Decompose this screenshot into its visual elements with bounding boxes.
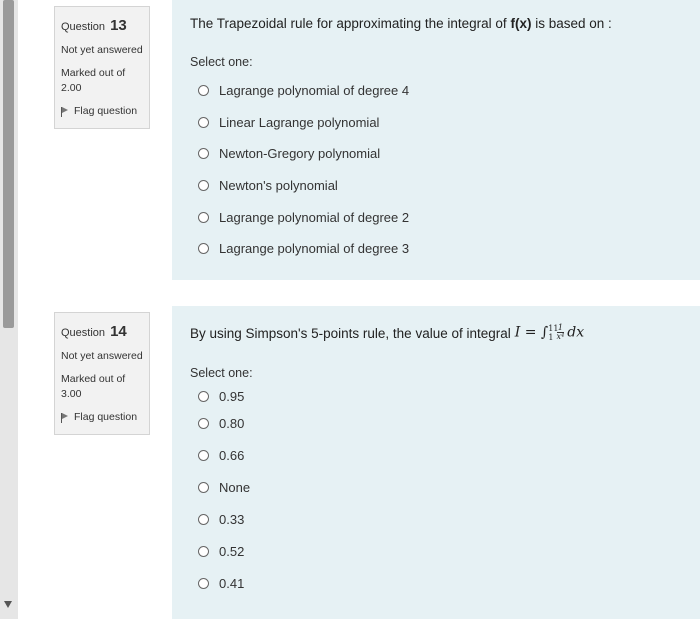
radio-button[interactable] xyxy=(198,148,209,159)
question-text-tail: is based on : xyxy=(535,16,612,31)
answer-label: 0.95 xyxy=(219,388,245,404)
question-marks: Marked out of 2.00 xyxy=(61,66,126,95)
radio-button[interactable] xyxy=(198,482,209,493)
answer-option[interactable] xyxy=(198,503,682,535)
scrollbar-thumb[interactable] xyxy=(3,0,14,328)
answer-option[interactable] xyxy=(198,233,682,265)
answer-label: Lagrange polynomial of degree 2 xyxy=(219,209,410,225)
question-number-value: 14 xyxy=(110,323,127,340)
radio-button[interactable] xyxy=(198,418,209,429)
answer-option[interactable] xyxy=(198,567,682,599)
question-state: Not yet answered xyxy=(61,349,143,362)
question-text-fx: f(x) xyxy=(510,16,532,31)
integral-upper-limit: 11 xyxy=(548,324,559,333)
answer-label: Lagrange polynomial of degree 3 xyxy=(219,241,410,257)
integral-lower-limit: 1 xyxy=(548,333,554,343)
question-text-main: By using Simpson's 5-points rule, the value of integral xyxy=(190,325,511,341)
answer-label: None xyxy=(219,479,251,495)
radio-button[interactable] xyxy=(198,578,209,589)
vertical-scrollbar[interactable] xyxy=(0,0,18,619)
question-text-main: The Trapezoidal rule for approximating the integral of xyxy=(190,16,507,31)
flag-question-button[interactable] xyxy=(61,410,143,425)
integral-expression xyxy=(515,324,584,342)
answer-label: Newton's polynomial xyxy=(219,178,338,194)
answer-option[interactable] xyxy=(198,107,682,139)
answer-option[interactable] xyxy=(198,138,682,170)
answer-option[interactable] xyxy=(198,201,682,233)
question-number-label: Question xyxy=(61,327,106,339)
integral-lhs: I = ∫ xyxy=(514,324,549,341)
radio-button[interactable] xyxy=(198,514,209,525)
radio-button[interactable] xyxy=(198,391,209,402)
answer-option[interactable] xyxy=(198,384,682,408)
radio-button[interactable] xyxy=(198,243,209,254)
radio-button[interactable] xyxy=(198,212,209,223)
question-number-value: 13 xyxy=(110,17,127,34)
integral-dx: dx xyxy=(567,324,585,341)
question-14-info xyxy=(54,312,150,435)
answer-label: Lagrange polynomial of degree 4 xyxy=(219,83,410,99)
flag-question-label: Flag question xyxy=(74,105,138,118)
radio-button[interactable] xyxy=(198,85,209,96)
flag-icon xyxy=(61,107,69,117)
radio-button[interactable] xyxy=(198,450,209,461)
flag-question-button[interactable] xyxy=(61,104,143,119)
question-text xyxy=(190,0,682,31)
radio-button[interactable] xyxy=(198,180,209,191)
answer-list xyxy=(198,75,682,265)
question-marks: Marked out of 3.00 xyxy=(61,372,126,401)
flag-icon xyxy=(61,413,69,423)
answer-label: 0.33 xyxy=(219,511,245,527)
scroll-down-arrow-icon[interactable] xyxy=(4,601,12,608)
fraction-numerator: 1 xyxy=(557,323,563,333)
answer-label: 0.80 xyxy=(219,416,245,432)
answer-label: 0.52 xyxy=(219,543,245,559)
answer-option[interactable] xyxy=(198,439,682,471)
question-14-content xyxy=(172,306,700,619)
answer-option[interactable] xyxy=(198,471,682,503)
flag-question-label: Flag question xyxy=(74,411,138,424)
answer-label: Linear Lagrange polynomial xyxy=(219,114,380,130)
answer-label: 0.41 xyxy=(219,575,245,591)
answer-option[interactable] xyxy=(198,170,682,202)
question-13-content xyxy=(172,0,700,280)
answer-label: Newton-Gregory polynomial xyxy=(219,146,381,162)
radio-button[interactable] xyxy=(198,117,209,128)
select-one-label: Select one: xyxy=(190,55,253,69)
fraction-denominator: x⁴ xyxy=(556,332,565,342)
question-13-info xyxy=(54,6,150,129)
question-state: Not yet answered xyxy=(61,43,143,56)
answer-label: 0.66 xyxy=(219,447,245,463)
question-text xyxy=(190,306,682,342)
answer-option[interactable] xyxy=(198,408,682,439)
question-number xyxy=(61,321,143,343)
radio-button[interactable] xyxy=(198,546,209,557)
question-number xyxy=(61,15,143,37)
question-number-label: Question xyxy=(61,21,106,33)
select-one-label: Select one: xyxy=(190,366,253,381)
answer-list xyxy=(198,384,682,599)
answer-option[interactable] xyxy=(198,535,682,567)
answer-option[interactable] xyxy=(198,75,682,107)
integrand-fraction xyxy=(557,324,565,341)
